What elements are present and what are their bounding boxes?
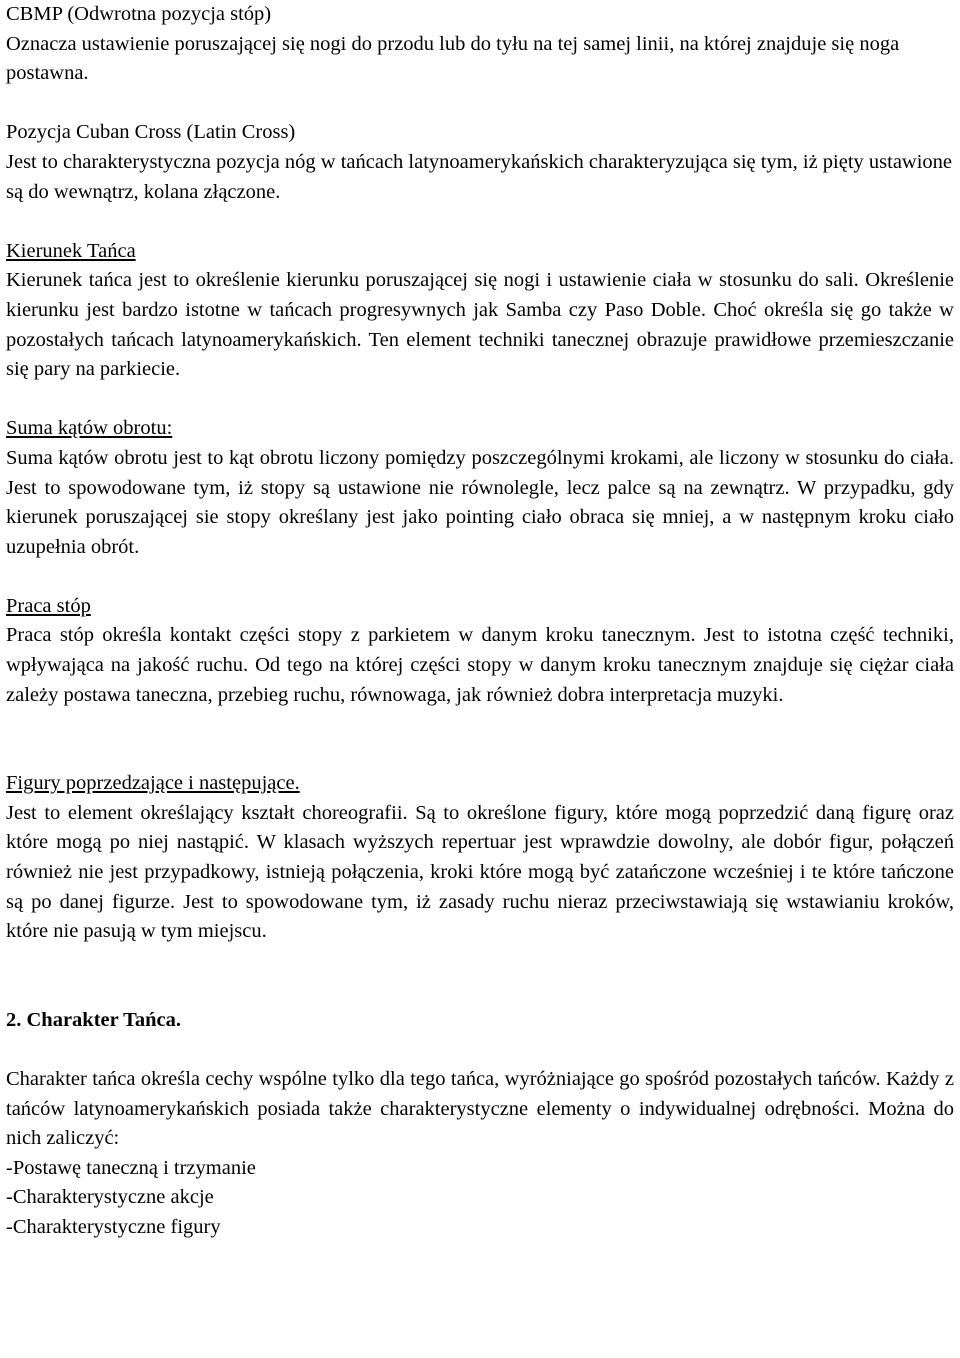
section-suma bbox=[6, 414, 954, 562]
section-title: Praca stóp bbox=[6, 594, 91, 617]
section-cbmp bbox=[6, 0, 954, 89]
section-body: Oznacza ustawienie poruszającej się nogi do przodu lub do tyłu na tej samej linii, na której znajduje się noga postawna. bbox=[6, 32, 900, 85]
section-body: Praca stóp określa kontakt części stopy z parkietem w danym kroku tanecznym. Jest to istotna część techniki, wpływająca na jakość ruchu. Od tego na której części stopy w danym kroku tanecznym znajduje się ciężar ciała zależy postawa taneczna, przebieg ruchu, równowaga, jak również dobra interpretacja muzyki. bbox=[6, 624, 954, 706]
section-charakter bbox=[6, 1006, 954, 1243]
section-cuban-cross bbox=[6, 118, 954, 207]
section-body: Jest to charakterystyczna pozycja nóg w tańcach latynoamerykańskich charakteryzująca się tym, iż pięty ustawione są do wewnątrz, kolana złączone. bbox=[6, 150, 953, 203]
section-title: Figury poprzedzające i następujące. bbox=[6, 772, 300, 795]
section-title: CBMP (Odwrotna pozycja stóp) bbox=[6, 3, 272, 25]
section-title: Kierunek Tańca bbox=[6, 239, 136, 262]
section-kierunek bbox=[6, 237, 954, 385]
section-body: Kierunek tańca jest to określenie kierunku poruszającej się nogi i ustawienie ciała w stosunku do sali. Określenie kierunku jest bardzo istotne w tańcach progresywnych jak Samba czy Paso Doble. Choć określa się go także w pozostałych tańcach latynoamerykańskich. Ten element techniki tanecznej obrazuje prawidłowe przemieszczanie się pary na parkiecie. bbox=[6, 269, 954, 381]
section-figury bbox=[6, 769, 954, 947]
section-body: Suma kątów obrotu jest to kąt obrotu liczony pomiędzy poszczególnymi krokami, ale liczony w stosunku do ciała. Jest to spowodowane tym, iż stopy są ustawione nie równolegle, lecz palce są na zewnątrz. W przypadku, gdy kierunek poruszającej sie stopy określany jest jako pointing ciało obraca się mniej, a w następnym kroku ciało uzupełnia obrót. bbox=[6, 446, 954, 558]
list-item: -Charakterystyczne akcje bbox=[6, 1186, 214, 1209]
section-title: Suma kątów obrotu: bbox=[6, 417, 173, 440]
section-title: Pozycja Cuban Cross (Latin Cross) bbox=[6, 121, 296, 144]
section-body: Jest to element określający kształt choreografii. Są to określone figury, które mogą poprzedzić daną figurę oraz które mogą po niej nastąpić. W klasach wyższych repertuar jest wprawdzie dowolny, ale dobór figur, połączeń również nie jest przypadkowy, istnieją połączenia, kroki które mogą być zatańczone wcześniej i te które tańczone są po danej figurze. Jest to spowodowane tym, iż zasady ruchu nieraz przeciwstawiają się wstawianiu kroków, które nie pasują w tym miejscu. bbox=[6, 801, 954, 943]
section-body: Charakter tańca określa cechy wspólne tylko dla tego tańca, wyróżniające go spośród pozostałych tańców. Każdy z tańców latynoamerykańskich posiada także charakterystyczne elementy o indywidualnej odrębności. Można do nich zaliczyć: bbox=[6, 1068, 954, 1150]
section-praca bbox=[6, 592, 954, 710]
section-heading: 2. Charakter Tańca. bbox=[6, 1008, 182, 1031]
list-item: -Postawę taneczną i trzymanie bbox=[6, 1156, 256, 1179]
list-item: -Charakterystyczne figury bbox=[6, 1215, 221, 1238]
